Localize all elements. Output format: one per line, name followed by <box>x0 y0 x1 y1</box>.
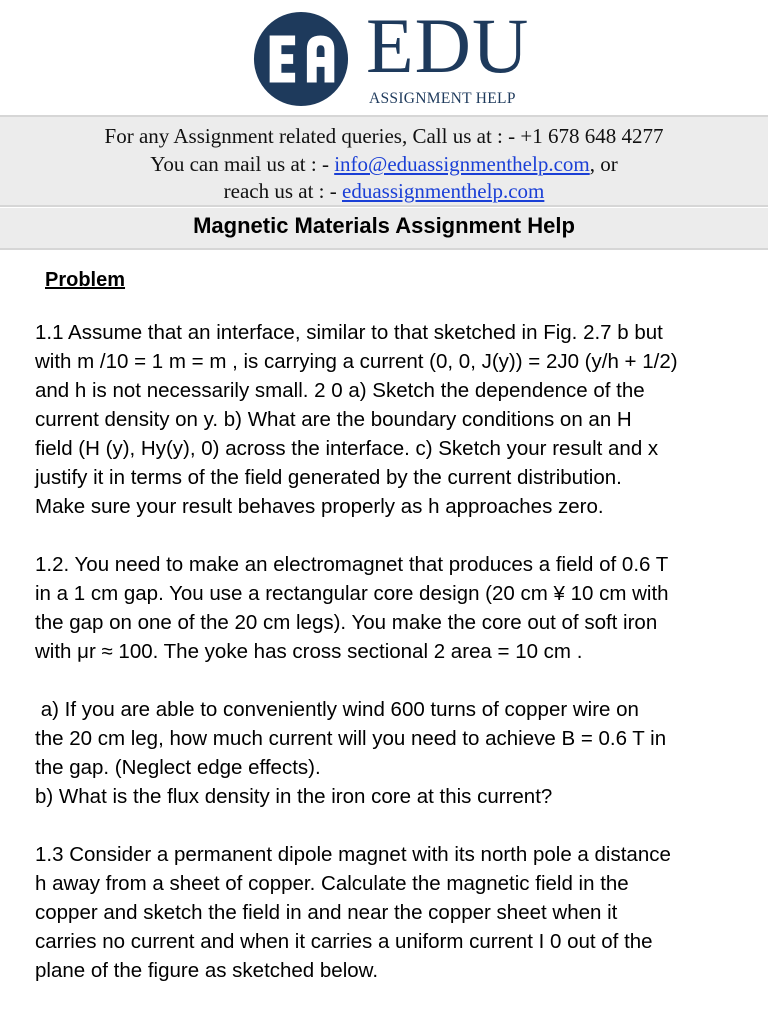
contact-phone-line: For any Assignment related queries, Call us at : - +1 678 648 4277 <box>104 124 664 148</box>
title-band <box>0 208 768 250</box>
text-line: field (H (y), Hy(y), 0) across the interface. c) Sketch your result and x <box>35 437 659 460</box>
text-line: carries no current and when it carries a uniform current I 0 out of the <box>35 930 653 953</box>
problem-1-2 <box>35 550 747 666</box>
text-line: the gap. (Neglect edge effects). <box>35 756 321 779</box>
text-line: 1.3 Consider a permanent dipole magnet with its north pole a distance <box>35 843 671 866</box>
email-link[interactable]: info@eduassignmenthelp.com <box>334 152 590 176</box>
text-line: Make sure your result behaves properly as h approaches zero. <box>35 495 604 518</box>
text-line: the 20 cm leg, how much current will you need to achieve B = 0.6 T in <box>35 727 667 750</box>
problem-1-1 <box>35 318 747 521</box>
text-line: 1.1 Assume that an interface, similar to that sketched in Fig. 2.7 b but <box>35 321 663 344</box>
contact-email-line <box>0 152 768 177</box>
text-line: the gap on one of the 20 cm legs). You make the core out of soft iron <box>35 611 658 634</box>
contact-website-prefix: reach us at : - <box>223 179 342 203</box>
edu-logo <box>252 2 552 112</box>
text-line: b) What is the flux density in the iron core at this current? <box>35 785 553 808</box>
text-line: current density on y. b) What are the boundary conditions on an H <box>35 408 632 431</box>
text-line: with m /10 = 1 m = m , is carrying a current (0, 0, J(y)) = 2J0 (y/h + 1/2) <box>35 350 678 373</box>
text-line: plane of the figure as sketched below. <box>35 959 379 982</box>
text-line: and h is not necessarily small. 2 0 a) Sketch the dependence of the <box>35 379 645 402</box>
problem-heading: Problem <box>45 269 126 291</box>
text-line: h away from a sheet of copper. Calculate the magnetic field in the <box>35 872 629 895</box>
text-line: with μr ≈ 100. The yoke has cross sectional 2 area = 10 cm . <box>35 640 583 663</box>
problem-1-3 <box>35 840 747 985</box>
text-line: in a 1 cm gap. You use a rectangular core design (20 cm ¥ 10 cm with <box>35 582 669 605</box>
page-title: Magnetic Materials Assignment Help <box>193 213 575 238</box>
logo-wordmark: EDU <box>366 2 530 89</box>
contact-website-line <box>0 179 768 204</box>
problem-1-2-parts <box>35 695 747 811</box>
edu-logo-mark-icon <box>252 10 350 108</box>
contact-band <box>0 115 768 207</box>
text-line: 1.2. You need to make an electromagnet that produces a field of 0.6 T <box>35 553 669 576</box>
contact-email-suffix: , or <box>589 152 618 176</box>
text-line: justify it in terms of the field generated by the current distribution. <box>35 466 622 489</box>
contact-email-prefix: You can mail us at : - <box>150 152 335 176</box>
text-line: a) If you are able to conveniently wind 600 turns of copper wire on <box>35 698 639 721</box>
logo-tagline: ASSIGNMENT HELP <box>369 90 516 107</box>
text-line: copper and sketch the field in and near the copper sheet when it <box>35 901 618 924</box>
website-link[interactable]: eduassignmenthelp.com <box>342 179 545 203</box>
